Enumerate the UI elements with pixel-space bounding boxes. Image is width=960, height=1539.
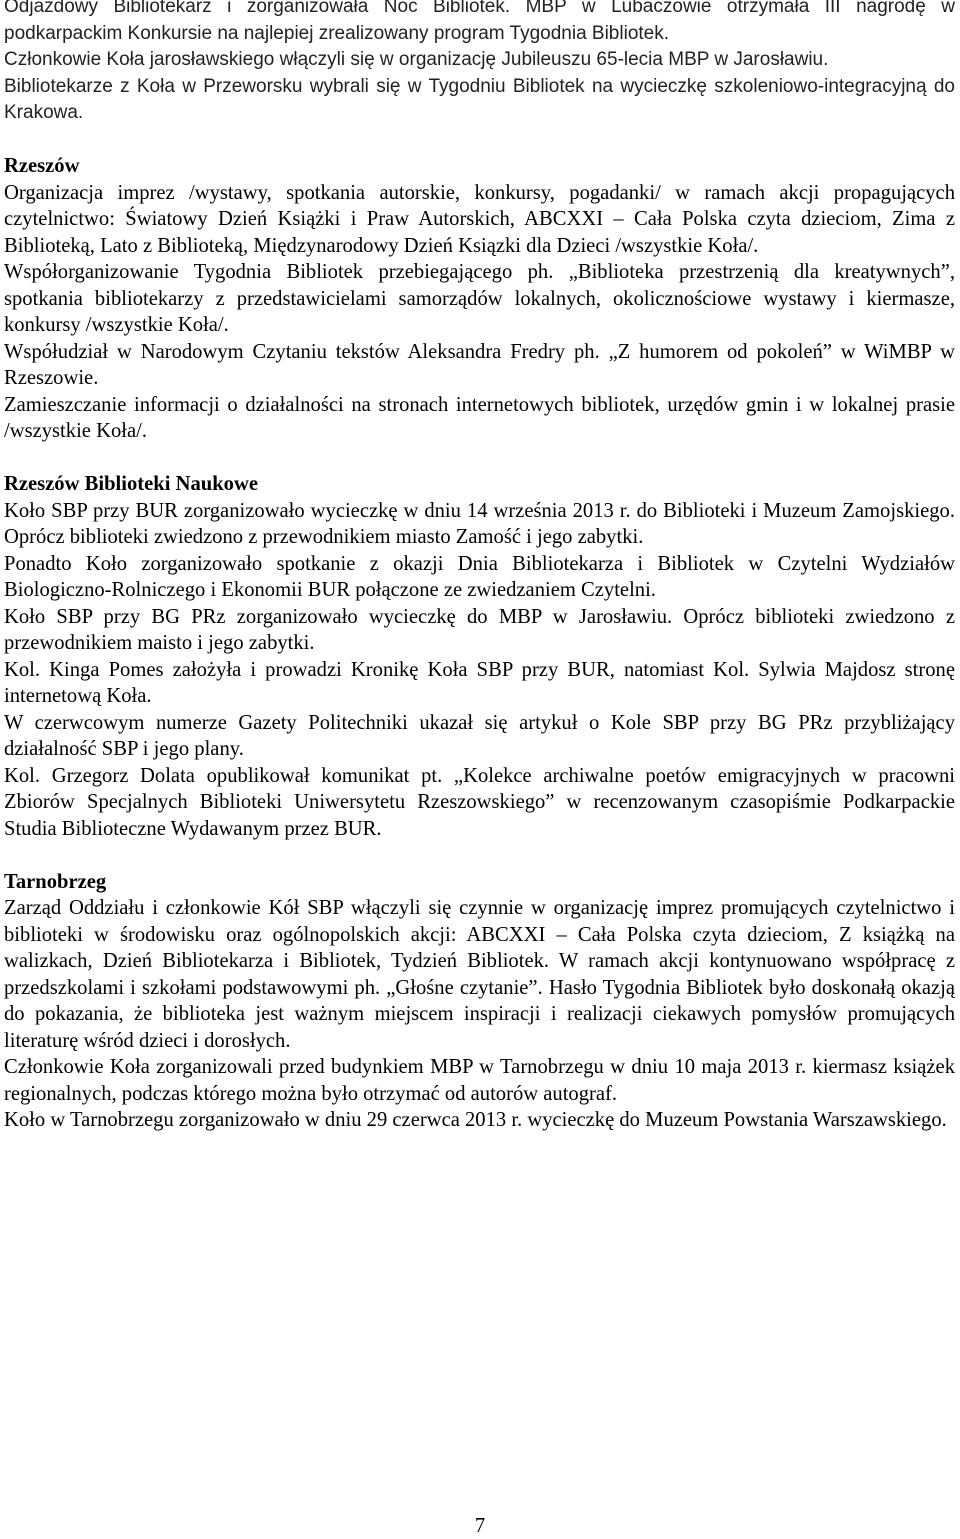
section-tarnobrzeg	[4, 869, 955, 1134]
section-heading: Tarnobrzeg	[4, 870, 107, 893]
section-paragraph: Członkowie Koła zorganizowali przed budynkiem MBP w Tarnobrzegu w dniu 10 maja 2013 r. kiermasz książek regionalnych, podczas którego można było otrzymać od autorów autograf.	[4, 1056, 955, 1105]
document-page	[4, 0, 955, 1134]
section-paragraph: W czerwcowym numerze Gazety Politechniki ukazał się artykuł o Kole SBP przy BG PRz przybliżający działalność SBP i jego plany.	[4, 711, 955, 760]
section-paragraph: Ponadto Koło zorganizowało spotkanie z okazji Dnia Bibliotekarza i Bibliotek w Czytelni Wydziałów Biologiczno-Rolniczego i Ekonomii BUR połączone ze zwiedzaniem Czytelni.	[4, 552, 955, 601]
section-paragraph: Organizacja imprez /wystawy, spotkania autorskie, konkursy, pogadanki/ w ramach akcji propagujących czytelnictwo: Światowy Dzień Książki i Praw Autorskich, ABCXXI – Cała Polska czyta dzieciom, Zima z Biblioteką, Lato z Biblioteką, Międzynarodowy Dzień Ksiązki dla Dzieci /wszystkie Koła/.	[4, 181, 955, 257]
intro-paragraph: Członkowie Koła jarosławskiego włączyli się w organizację Jubileuszu 65-lecia MBP w Jarosławiu.	[4, 49, 829, 70]
section-paragraph: Koło SBP przy BG PRz zorganizowało wycieczkę do MBP w Jarosławiu. Oprócz biblioteki zwiedzono z przewodnikiem maisto i jego zabytki.	[4, 605, 955, 654]
section-paragraph: Zarząd Oddziału i członkowie Kół SBP włączyli się czynnie w organizację imprez promujących czytelnictwo i biblioteki w środowisku oraz ogólnopolskich akcji: ABCXXI – Cała Polska czyta dzieciom, Z książką na walizkach, Dzień Bibliotekarza i Bibliotek, Tydzień Bibliotek. W ramach akcji kontynuowano współpracę z przedszkolami i szkołami podstawowymi ph. „Głośne czytanie”. Hasło Tygodnia Bibliotek było doskonałą okazją do pokazania, że biblioteka jest ważnym miejscem inspiracji i realizacji ciekawych pomysłów promujących literaturę wśród dzieci i dorosłych.	[4, 897, 955, 1052]
section-heading: Rzeszów Biblioteki Naukowe	[4, 473, 258, 495]
section-heading: Rzeszów	[4, 155, 80, 177]
intro-paragraph: Odjazdowy Bibliotekarz i zorganizowała Noc Bibliotek. MBP w Lubaczowie otrzymała III nagrodę w podkarpackim Konkursie na najlepiej zrealizowany program Tygodnia Bibliotek.	[4, 0, 955, 44]
section-paragraph: Współorganizowanie Tygodnia Bibliotek przebiegającego ph. „Biblioteka przestrzenią dla kreatywnych”, spotkania bibliotekarzy z przedstawicielami samorządów lokalnych, okolicznościowe wystawy i kiermasze, konkursy /wszystkie Koła/.	[4, 261, 955, 336]
section-paragraph: Koło w Tarnobrzegu zorganizowało w dniu 29 czerwca 2013 r. wycieczkę do Muzeum Powstania Warszawskiego.	[4, 1109, 947, 1131]
intro-paragraph: Bibliotekarze z Koła w Przeworsku wybrali się w Tygodniu Bibliotek na wycieczkę szkoleniowo-integracyjną do Krakowa.	[4, 75, 955, 123]
section-paragraph: Zamieszczanie informacji o działalności na stronach internetowych bibliotek, urzędów gmin i w lokalnej prasie /wszystkie Koła/.	[4, 393, 955, 442]
intro-block	[4, 0, 955, 127]
section-paragraph: Kol. Kinga Pomes założyła i prowadzi Kronikę Koła SBP przy BUR, natomiast Kol. Sylwia Majdosz stronę internetową Koła.	[4, 658, 955, 707]
page-number: 7	[474, 1515, 486, 1537]
section-paragraph: Koło SBP przy BUR zorganizowało wycieczkę w dniu 14 września 2013 r. do Biblioteki i Muzeum Zamojskiego. Oprócz biblioteki zwiedzono z przewodnikiem miasto Zamość i jego zabytki.	[4, 499, 955, 548]
section-paragraph: Kol. Grzegorz Dolata opublikował komunikat pt. „Kolekce archiwalne poetów emigracyjnych w pracowni Zbiorów Specjalnych Biblioteki Uniwersytetu Rzeszowskiego” w recenzowanym czasopiśmie Podkarpackie Studia Biblioteczne Wydawanym przez BUR.	[4, 764, 955, 840]
section-paragraph: Współudział w Narodowym Czytaniu tekstów Aleksandra Fredry ph. „Z humorem od pokoleń” w WiMBP w Rzeszowie.	[4, 340, 955, 389]
section-rzeszow	[4, 153, 955, 445]
section-rzeszow-biblioteki-naukowe	[4, 471, 955, 842]
